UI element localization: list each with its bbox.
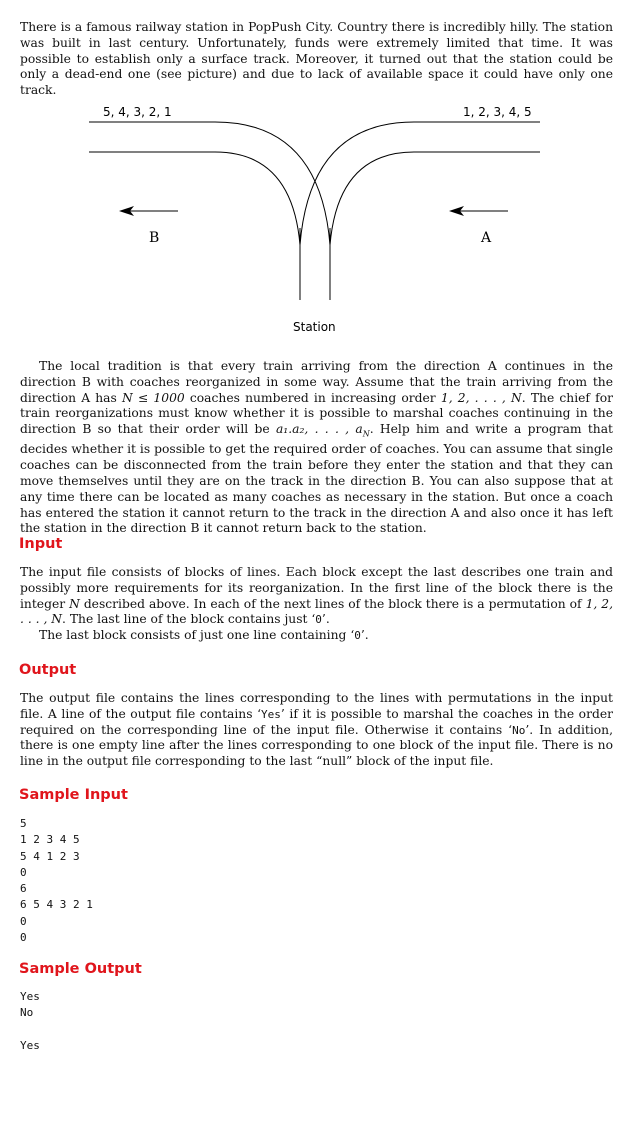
direction-a-label: A xyxy=(481,230,492,246)
input-perm: 1, 2, . . . , N xyxy=(20,596,613,627)
sample-input-line: 5 xyxy=(20,817,27,830)
story-text-1: The local tradition is that every train arriving from the direction A continues in the direction B with coaches reorganized in some way. Assume that the train arriving from the direction A has xyxy=(20,359,613,405)
output-yes: Yes xyxy=(261,707,281,721)
sample-input-line: 5 4 1 2 3 xyxy=(20,849,80,863)
output-text-1: The output file contains the lines corresponding to the lines with permutations in the input file. A line of the output file contains ‘ xyxy=(20,691,613,721)
sample-output-line: Yes xyxy=(20,1038,40,1052)
story-n-bound: N ≤ 1000 xyxy=(122,390,185,405)
curve-left-outer xyxy=(215,122,330,245)
output-paragraph xyxy=(20,691,613,770)
input-text-5: The last block consists of just one line containing ‘ xyxy=(39,628,355,643)
station-diagram xyxy=(0,0,631,345)
input-zero: 0 xyxy=(315,613,322,627)
output-no: No xyxy=(512,723,526,737)
sample-input-line: 0 xyxy=(20,931,27,945)
story-text-4: . Help him and write a program that decides whether it is possible to get the required order of coaches. You can assume that single coaches can be disconnected from the train before they enter the station and that they can move themselves until they are on the track in the direction B. You can also suppose that at any time there can be located as many coaches as necessary in the station. But once a coach has entered the station it cannot return to the track in the direction A and also once it has left the station in the direction B it cannot return back to the station. xyxy=(20,422,613,536)
input-text-4: ’. xyxy=(321,612,330,627)
sample-input-line: 0 xyxy=(20,865,27,879)
output-heading: Output xyxy=(19,662,77,678)
input-paragraph xyxy=(20,565,613,644)
sample-output-block xyxy=(20,989,40,1054)
input-text-2: described above. In each of the next lines of the block there is a permutation of xyxy=(79,596,586,611)
output-text-3: ’. In addition, there is one empty line after the lines corresponding to one block of the input file. There is no line in the output file corresponding to the last “null” block of the input file. xyxy=(20,722,613,769)
sample-output-line: No xyxy=(20,1006,34,1020)
story-text-3: . The chief for train reorganizations must know whether it is possible to marshal coaches continuing in the direction B so that their order will be xyxy=(20,390,613,437)
station-label: Station xyxy=(293,320,336,334)
output-text-2: ’ if it is possible to marshal the coaches in the order required on the corresponding line of the input file. Otherwise it contains ‘ xyxy=(20,706,613,737)
sample-input-line: 1 2 3 4 5 xyxy=(20,833,80,847)
input-text-6: ’. xyxy=(360,628,369,643)
story-sequence: 1, 2, . . . , N xyxy=(440,390,522,405)
sample-output-heading: Sample Output xyxy=(19,961,142,977)
story-a-sequence: a₁.a₂, . . . , a xyxy=(275,422,363,437)
story-a-subscript: N xyxy=(362,429,370,439)
story-text-2: coaches numbered in increasing order xyxy=(184,390,441,405)
curve-right-inner xyxy=(330,152,414,245)
sample-input-block xyxy=(20,816,93,946)
order-right-label: 1, 2, 3, 4, 5 xyxy=(463,105,532,119)
sample-input-heading: Sample Input xyxy=(19,787,128,803)
curve-right-outer xyxy=(300,122,414,245)
order-left-label: 5, 4, 3, 2, 1 xyxy=(103,105,172,119)
sample-input-line: 0 xyxy=(20,914,27,928)
input-text-3: . The last line of the block contains just ‘ xyxy=(62,612,316,627)
direction-b-label: B xyxy=(149,230,160,246)
curve-left-inner xyxy=(215,152,300,245)
sample-input-line: 6 5 4 3 2 1 xyxy=(20,898,93,912)
intro-paragraph: There is a famous railway station in PopPush City. Country there is incredibly hilly. The station was built in last century. Unfortunately, funds were extremely limited that time. It was possible to establish only a surface track. Moreover, it turned out that the station could be only a dead-end one (see picture) and due to lack of available space it could have only one track. xyxy=(20,20,613,98)
sample-output-line: Yes xyxy=(20,990,40,1003)
input-text-1: The input file consists of blocks of lines. Each block except the last describes one train and possibly more requirements for its reorganization. In the first line of the block there is the integer xyxy=(20,565,613,611)
input-n: N xyxy=(69,596,80,611)
input-heading: Input xyxy=(19,536,63,552)
sample-input-line: 6 xyxy=(20,882,27,896)
sample-output-line xyxy=(20,1022,40,1038)
story-paragraph xyxy=(20,359,613,537)
input-zero-2: 0 xyxy=(354,629,361,643)
